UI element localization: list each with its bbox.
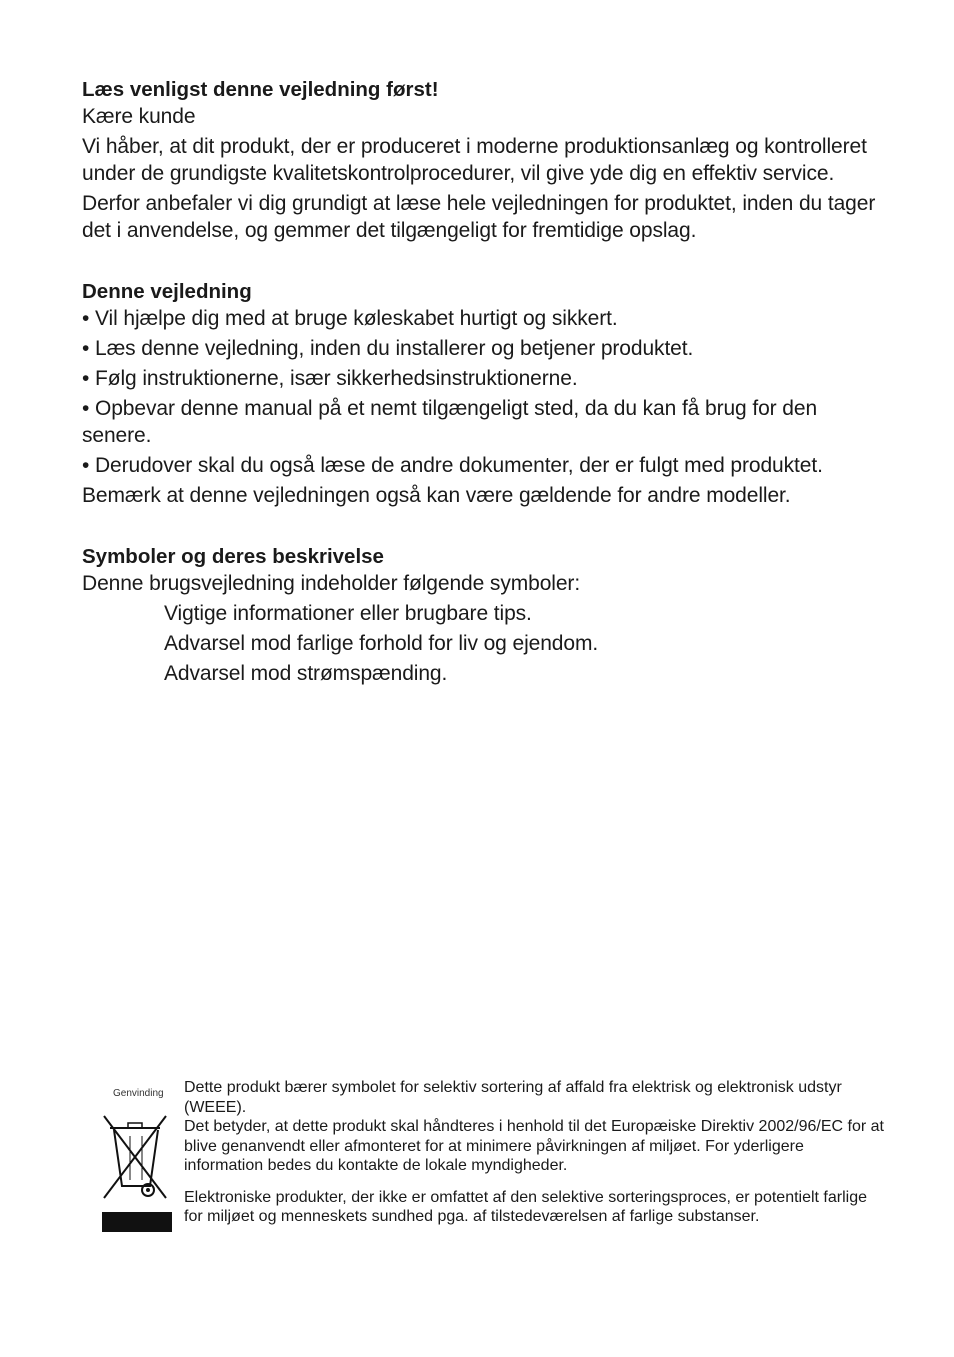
bullet-item: • Følg instruktionerne, især sikkerhedsinstruktionerne. xyxy=(82,367,578,390)
manual-note: Bemærk at denne vejledningen også kan være gældende for andre modeller. xyxy=(82,484,791,507)
bullet-item: • Opbevar denne manual på et nemt tilgængeligt sted, da du kan få brug for den senere. xyxy=(82,397,818,447)
salutation: Kære kunde xyxy=(82,105,196,128)
weee-paragraph-3: Elektroniske produkter, der ikke er omfattet af den selektive sorteringsproces, er potentielt farlige for miljøet og menneskets sundhed pga. af tilstedeværelsen af farlige substanser. xyxy=(184,1188,868,1225)
symbol-item-danger: Advarsel mod farlige forhold for liv og ejendom. xyxy=(164,632,599,655)
symbols-intro: Denne brugsvejledning indeholder følgende symboler: xyxy=(82,572,581,595)
bullet-item: • Læs denne vejledning, inden du installerer og betjener produktet. xyxy=(82,337,694,360)
bullet-item: • Derudover skal du også læse de andre dokumenter, der er fulgt med produktet. xyxy=(82,454,823,477)
weee-text xyxy=(184,1078,884,1227)
intro-paragraph-2: Derfor anbefaler vi dig grundigt at læse hele vejledningen for produktet, inden du tager det i anvendelse, og gemmer det tilgængeligt for fremtidige opslag. xyxy=(82,192,876,242)
intro-heading: Læs venligst denne vejledning først! xyxy=(82,78,439,101)
symbol-item-voltage: Advarsel mod strømspænding. xyxy=(164,662,448,685)
symbol-item-info: Vigtige informationer eller brugbare tips. xyxy=(164,602,532,625)
document-body xyxy=(82,76,882,687)
weee-paragraph-1: Dette produkt bærer symbolet for selektiv sortering af affald fra elektrisk og elektronisk udstyr (WEEE). xyxy=(184,1079,842,1116)
recycle-label: Genvinding xyxy=(113,1088,164,1099)
symbols-heading: Symboler og deres beskrivelse xyxy=(82,545,384,568)
weee-section xyxy=(100,1078,890,1258)
manual-heading: Denne vejledning xyxy=(82,280,252,303)
intro-paragraph-1: Vi håber, at dit produkt, der er produceret i moderne produktionsanlæg og kontrolleret under de grundigste kvalitetskontrolprocedurer, vil give yde dig en effektiv service. xyxy=(82,135,867,185)
weee-paragraph-2: Det betyder, at dette produkt skal håndteres i henhold til det Europæiske Direktiv 2002/96/EC for at blive genanvendt eller afmonteret for at minimere påvirkningen af miljøet. For yderligere information bedes du kontakte de lokale myndigheder. xyxy=(184,1118,884,1174)
crossed-out-wheelie-bin-icon xyxy=(100,1108,176,1234)
bullet-item: • Vil hjælpe dig med at bruge køleskabet hurtigt og sikkert. xyxy=(82,307,618,330)
